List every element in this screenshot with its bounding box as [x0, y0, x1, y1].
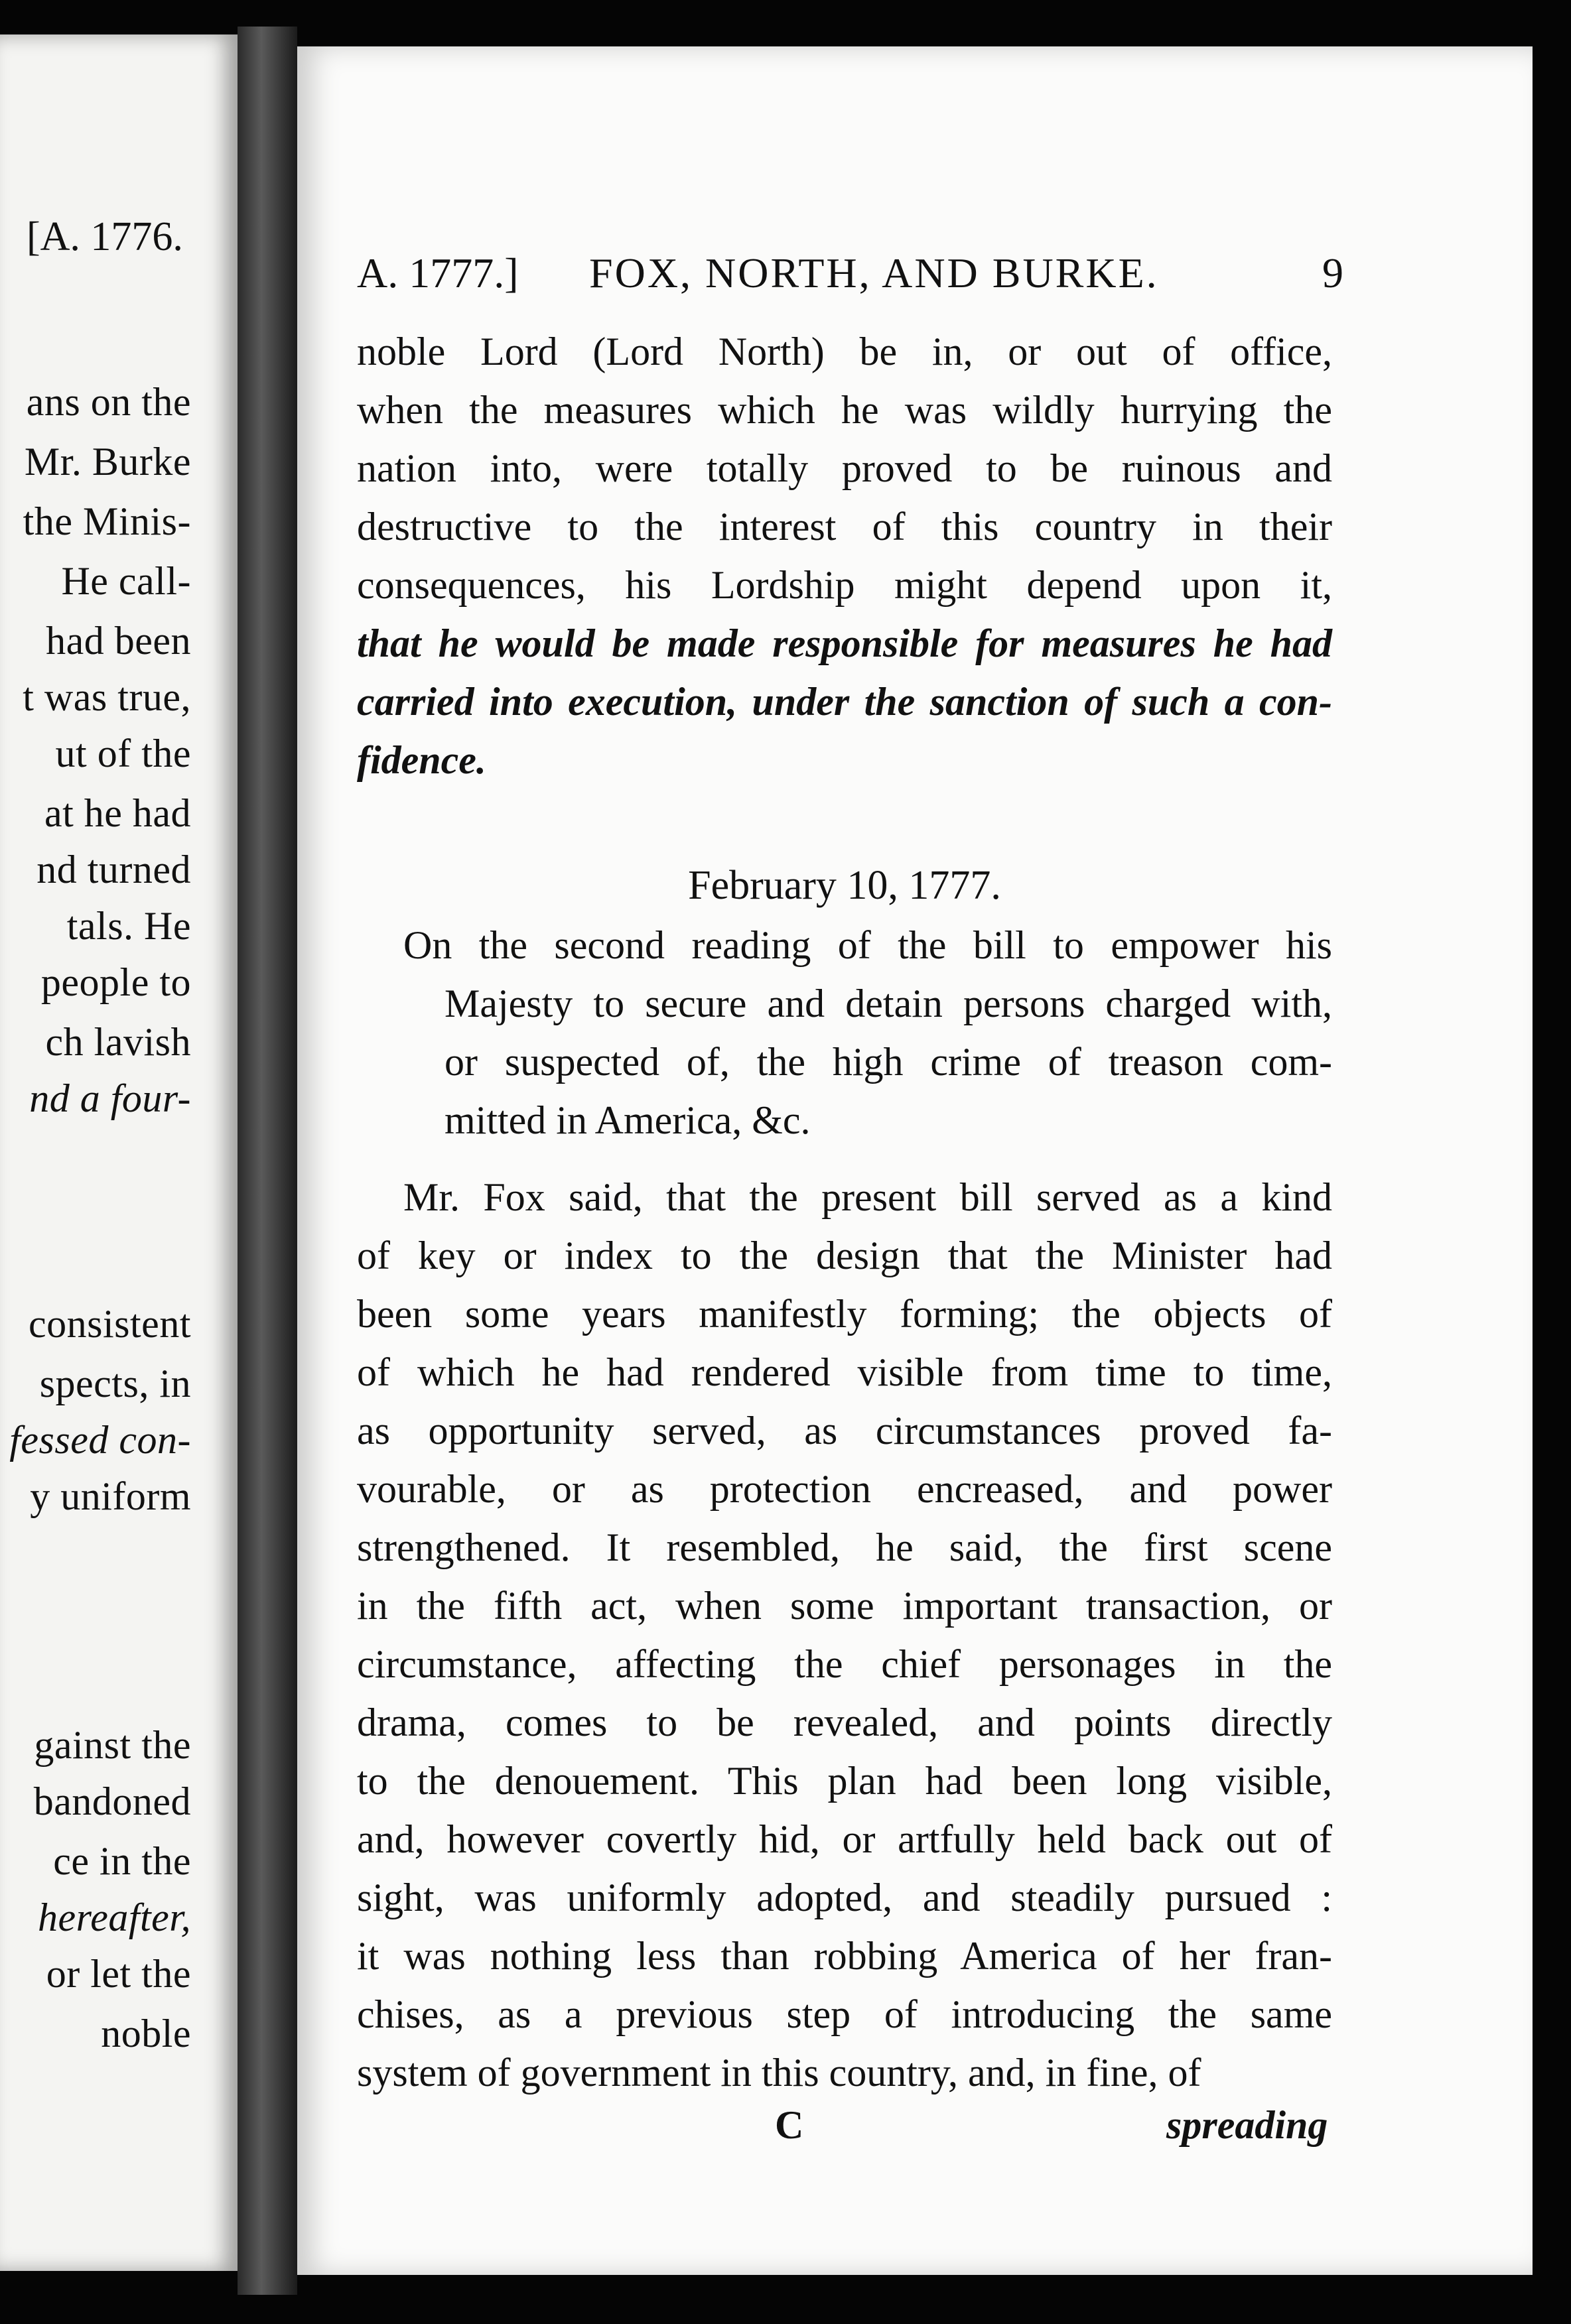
left-page-line: ch lavish — [45, 1020, 191, 1064]
running-head-title: FOX, NORTH, AND BURKE. — [589, 249, 1159, 296]
left-page-line: people to — [40, 960, 191, 1004]
left-page-line: the Minis- — [23, 499, 191, 543]
para2-line: of key or index to the design that the Minister had — [357, 1234, 1332, 1277]
para2-line: vourable, or as protection encreased, and power — [357, 1467, 1332, 1511]
summary-line: mitted in America, &c. — [444, 1098, 811, 1142]
para1-line: destructive to the interest of this country in their — [357, 505, 1332, 549]
para2-line: Mr. Fox said, that the present bill served as a kind — [403, 1175, 1332, 1219]
left-page-line: at he had — [44, 791, 191, 835]
para1-line: consequences, his Lordship might depend upon it, — [357, 563, 1332, 607]
para2-line: been some years manifestly forming; the objects of — [357, 1292, 1332, 1336]
para2-line: sight, was uniformly adopted, and steadily pursued : — [357, 1876, 1332, 1919]
left-page-line: consistent — [29, 1302, 191, 1346]
book-gutter — [238, 27, 297, 2295]
left-page-line: nd a four- — [29, 1076, 191, 1120]
left-page-line: y uniform — [30, 1474, 191, 1518]
para2-line: circumstance, affecting the chief personages in the — [357, 1642, 1332, 1686]
para2-line: as opportunity served, as circumstances proved fa- — [357, 1409, 1332, 1452]
left-page-line: tals. He — [66, 904, 191, 948]
summary-line: On the second reading of the bill to empower his — [403, 923, 1332, 967]
catchword: spreading — [1166, 2103, 1328, 2147]
left-page-line: fessed con- — [9, 1418, 191, 1462]
left-page-line: t was true, — [23, 675, 191, 719]
left-page-line: ut of the — [55, 732, 191, 775]
para1-line: fidence. — [357, 738, 486, 782]
left-page-line: gainst the — [34, 1723, 191, 1767]
left-page-line: hereafter, — [37, 1896, 191, 1939]
summary-line: or suspected of, the high crime of treason com- — [444, 1040, 1332, 1084]
para2-line: to the denouement. This plan had been long visible, — [357, 1759, 1332, 1803]
left-page-line: nd turned — [36, 848, 191, 891]
para1-line: carried into execution, under the sanction of such a con- — [357, 680, 1332, 724]
para1-line: nation into, were totally proved to be ruinous and — [357, 446, 1332, 490]
para1-line: noble Lord (Lord North) be in, or out of office, — [357, 330, 1332, 373]
left-page-line: bandoned — [33, 1779, 191, 1823]
left-page-line: He call- — [61, 559, 191, 603]
left-page-line: or let the — [46, 1952, 191, 1996]
summary-line: Majesty to secure and detain persons charged with, — [444, 982, 1332, 1025]
para2-line: system of government in this country, and, in fine, of — [357, 2051, 1201, 2095]
para2-line: it was nothing less than robbing America of her fran- — [357, 1934, 1332, 1978]
signature-mark: C — [775, 2103, 804, 2147]
para2-line: of which he had rendered visible from time to time, — [357, 1350, 1332, 1394]
page-number: 9 — [1322, 249, 1343, 296]
para1-line: that he would be made responsible for measures he had — [357, 621, 1332, 665]
running-head-year: A. 1777.] — [357, 249, 519, 296]
left-page-line: spects, in — [39, 1362, 191, 1405]
left-page-line: ans on the — [26, 380, 191, 424]
left-page-line: ce in the — [53, 1839, 191, 1883]
para2-line: in the fifth act, when some important transaction, or — [357, 1584, 1332, 1628]
para2-line: chises, as a previous step of introducing the same — [357, 1992, 1332, 2036]
para2-line: and, however covertly hid, or artfully held back out of — [357, 1817, 1332, 1861]
left-page-line: Mr. Burke — [24, 440, 191, 484]
para1-line: when the measures which he was wildly hurrying the — [357, 388, 1332, 432]
para2-line: drama, comes to be revealed, and points directly — [357, 1701, 1332, 1744]
left-page-line: had been — [46, 619, 191, 663]
left-page-running-head: [A. 1776. — [27, 214, 183, 259]
left-page-line: noble — [101, 2012, 191, 2055]
para2-line: strengthened. It resembled, he said, the first scene — [357, 1525, 1332, 1569]
left-page — [0, 34, 238, 2271]
right-page — [297, 46, 1533, 2275]
entry-date: February 10, 1777. — [688, 863, 1001, 908]
